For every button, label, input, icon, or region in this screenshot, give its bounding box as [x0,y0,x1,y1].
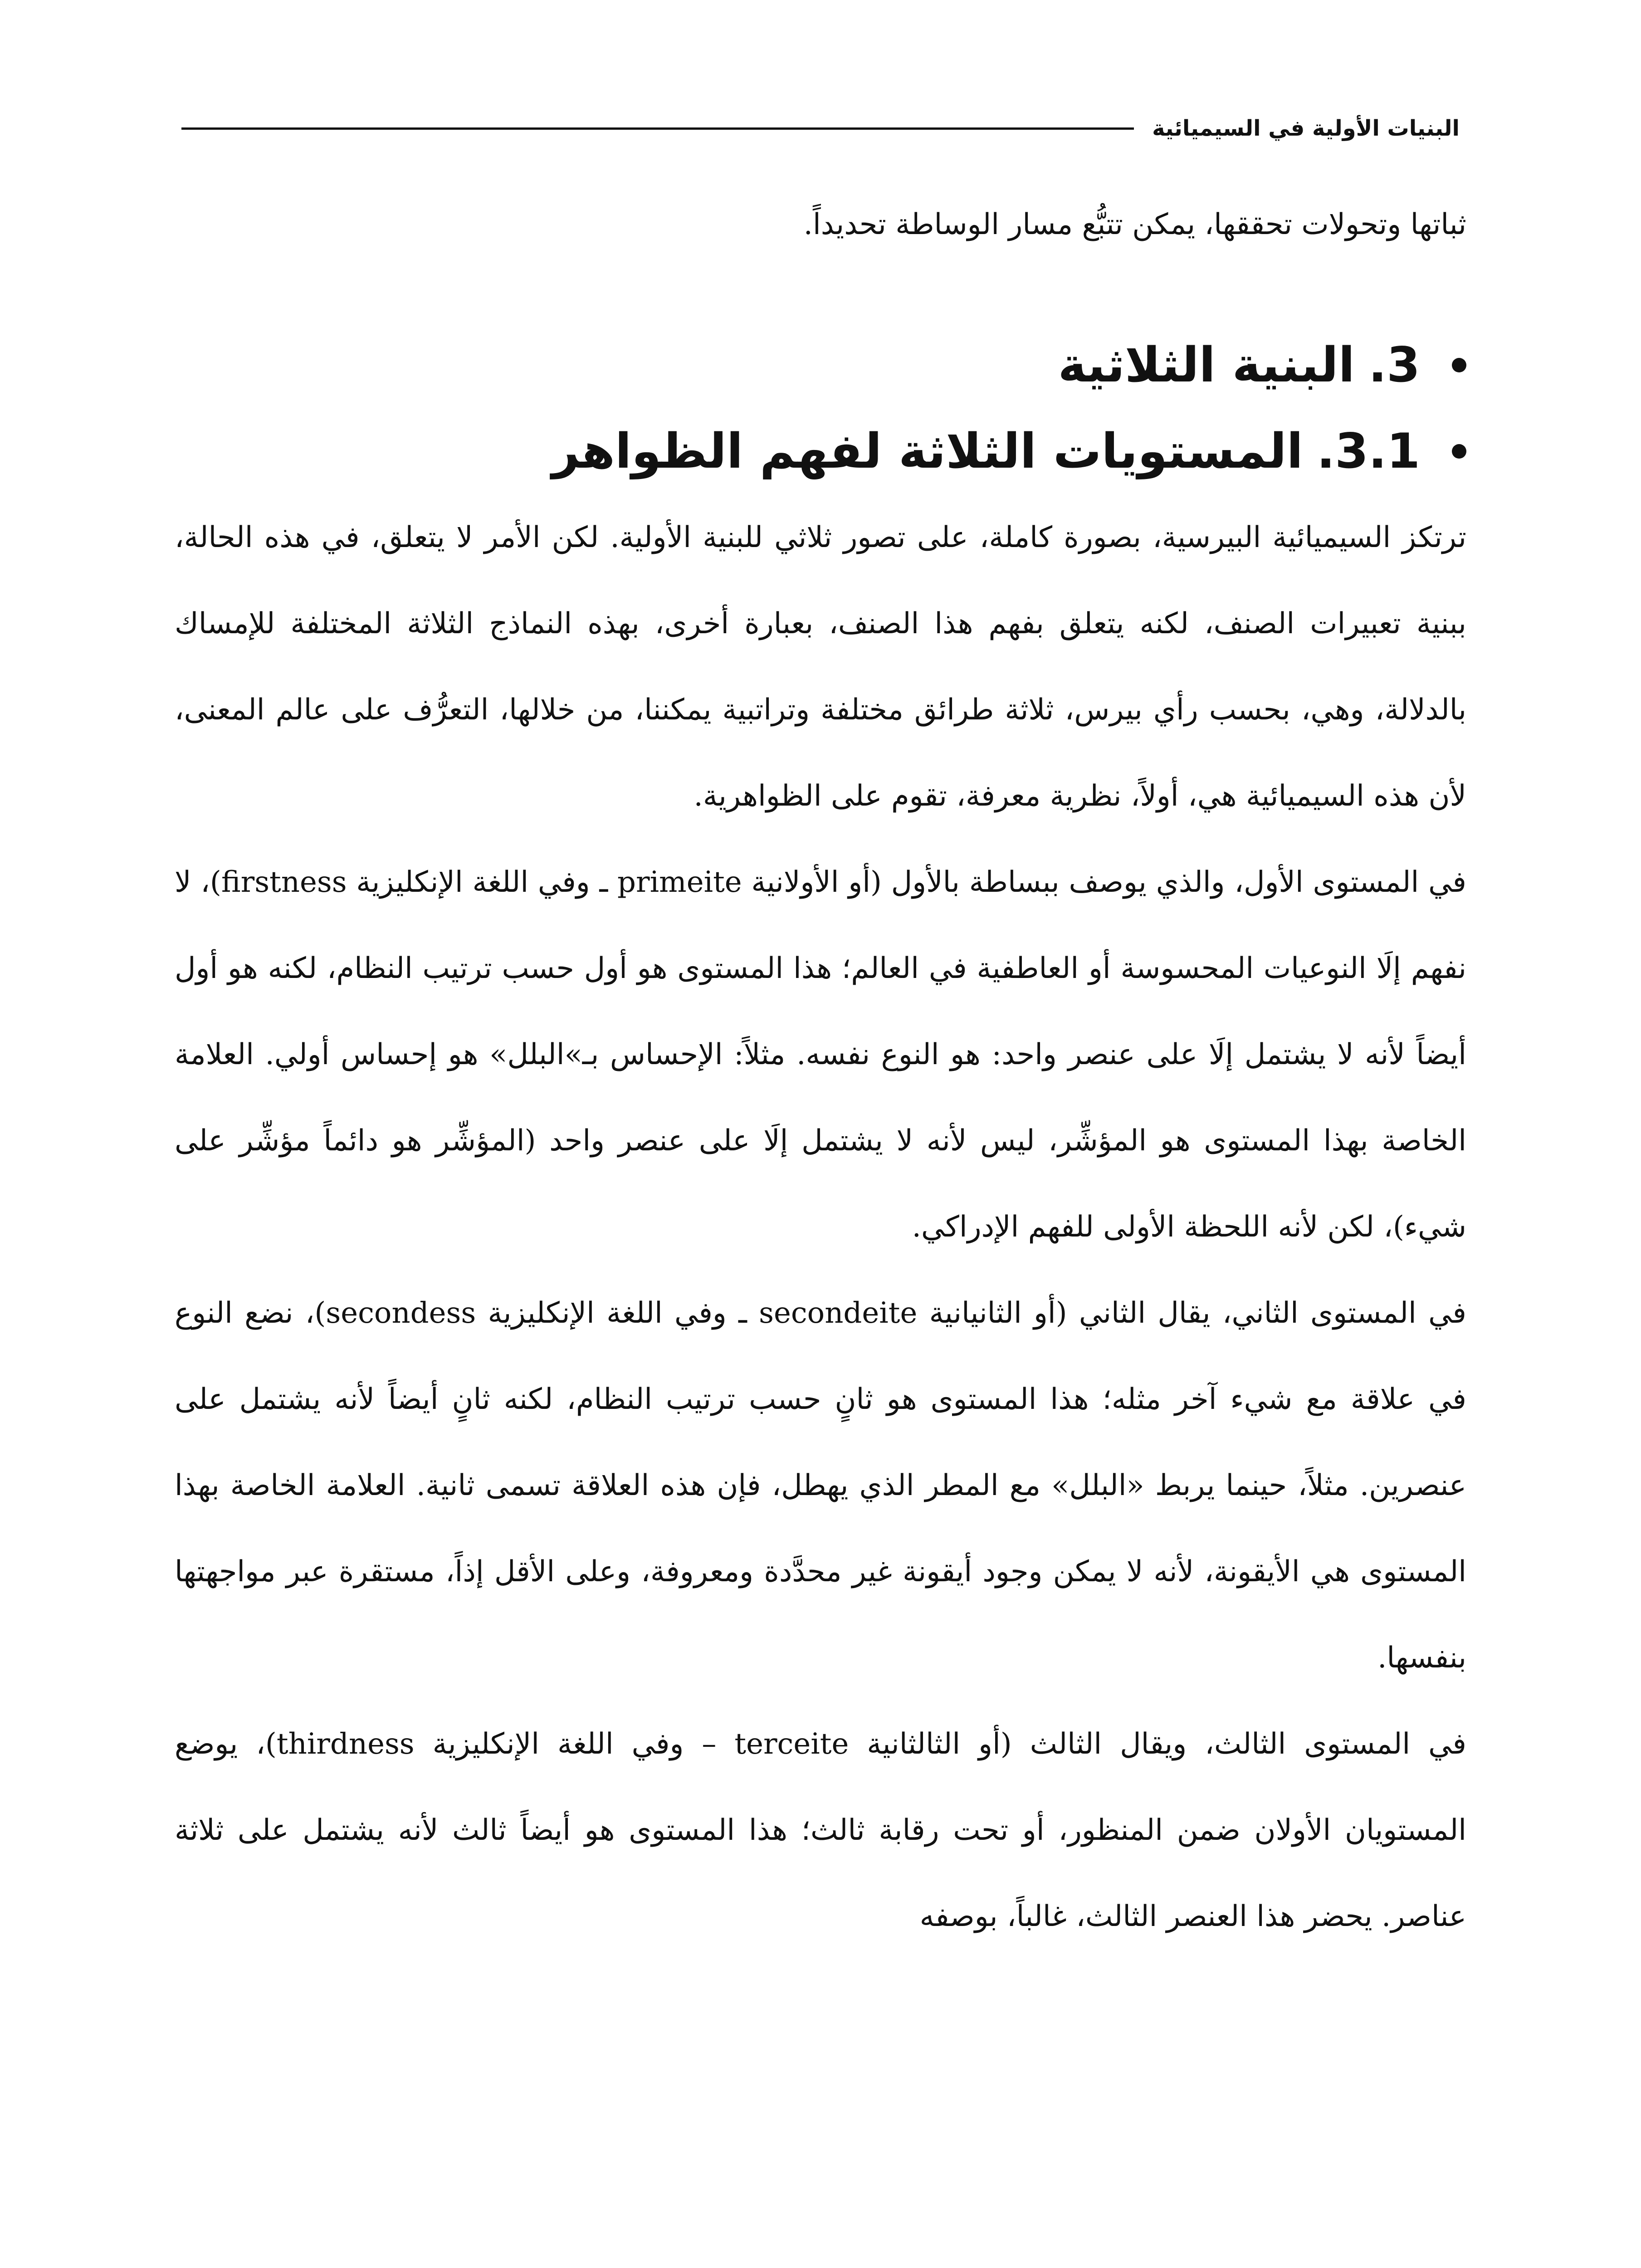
paragraph-text: )، لا نفهم إلَا النوعيات المحسوسة أو العاطفية في العالم؛ هذا المستوى هو أول حسب ترتيب النظام، لكنه هو أول أيضاً لأنه لا يشتمل إلَا على عنصر واحد: هو النوع نفسه. مثلاً: الإحساس بـ»البلل» هو إحساس أولي. العلامة الخاصة بهذا المستوى هو المؤشِّر، ليس لأنه لا يشتمل إلَا على عنصر واحد (المؤشِّر هو دائماً مؤشِّر على شيء)، لكن لأنه اللحظة الأولى للفهم الإدراكي. [175,865,1466,1244]
header-rule [181,127,1134,130]
paragraph-text: ـ وفي اللغة الإنكليزية [347,865,617,899]
subsection-number: 3.1. [1316,423,1420,479]
paragraph-thirdness [175,1701,1466,1960]
paragraph-firstness [175,839,1466,1270]
section-heading [175,322,1466,408]
bullet-icon [1452,444,1466,459]
section-number: 3. [1368,337,1420,393]
term-primeite: primeite [617,865,742,899]
subsection-title: المستويات الثلاثة لفهم الظواهر [552,423,1303,479]
paragraph-text: في المستوى الأول، والذي يوصف ببساطة بالأول (أو الأولانية [742,865,1466,899]
paragraph-text: ـ وفي اللغة الإنكليزية [476,1296,759,1330]
paragraph-secondness [175,1270,1466,1701]
term-secondeite: secondeite [759,1296,918,1330]
paragraph-text: )، يوضع المستويان الأولان ضمن المنظور، أو تحت رقابة ثالث؛ هذا المستوى هو أيضاً ثالث لأنه يشتمل على ثلاثة عناصر. يحضر هذا العنصر الثالث، غالباً، بوصفه [175,1727,1466,1933]
paragraph-text: )، نضع النوع في علاقة مع شيء آخر مثله؛ هذا المستوى هو ثانٍ حسب ترتيب النظام، لكنه ثانٍ أيضاً لأنه يشتمل على عنصرين. مثلاً، حينما يربط «البلل» مع المطر الذي يهطل، فإن هذه العلاقة تسمى ثانية. العلامة الخاصة بهذا المستوى هي الأيقونة، لأنه لا يمكن وجود أيقونة غير محدَّدة ومعروفة، وعلى الأقل إذاً، مستقرة عبر مواجهتها بنفسها. [175,1296,1466,1675]
subsection-heading [175,408,1466,494]
paragraph-text: في المستوى الثاني، يقال الثاني (أو الثانيانية [917,1296,1466,1330]
article-body [175,181,1466,2250]
bullet-icon [1452,358,1466,372]
section-title: البنية الثلاثية [1058,337,1355,393]
paragraph-peircean-triad: ترتكز السيميائية البيرسية، بصورة كاملة، على تصور ثلاثي للبنية الأولية. لكن الأمر لا يتعلق، في هذه الحالة، ببنية تعبيرات الصنف، لكنه يتعلق بفهم هذا الصنف، بعبارة أخرى، بهذه النماذج الثلاثة المختلفة للإمساك بالدلالة، وهي، بحسب رأي بيرس، ثلاثة طرائق مختلفة وتراتبية يمكننا، من خلالها، التعرُّف على عالم المعنى، لأن هذه السيميائية هي، أولاً، نظرية معرفة، تقوم على الظواهرية. [175,521,1466,813]
paragraph-text: في المستوى الثالث، ويقال الثالث (أو الثالثانية [849,1727,1466,1761]
term-thirdness: thirdness [276,1727,415,1761]
term-secondess: secondess [326,1296,476,1330]
term-firstness: firstness [221,865,347,899]
term-terceite: terceite [734,1727,849,1761]
running-header-title: البنيات الأولية في السيميائية [1152,116,1460,141]
opening-line: ثباتها وتحولات تحققها، يمكن تتبُّع مسار الوساطة تحديداً. [803,208,1466,241]
running-header [181,108,1460,149]
paragraph-text: – وفي اللغة الإنكليزية [414,1727,735,1761]
